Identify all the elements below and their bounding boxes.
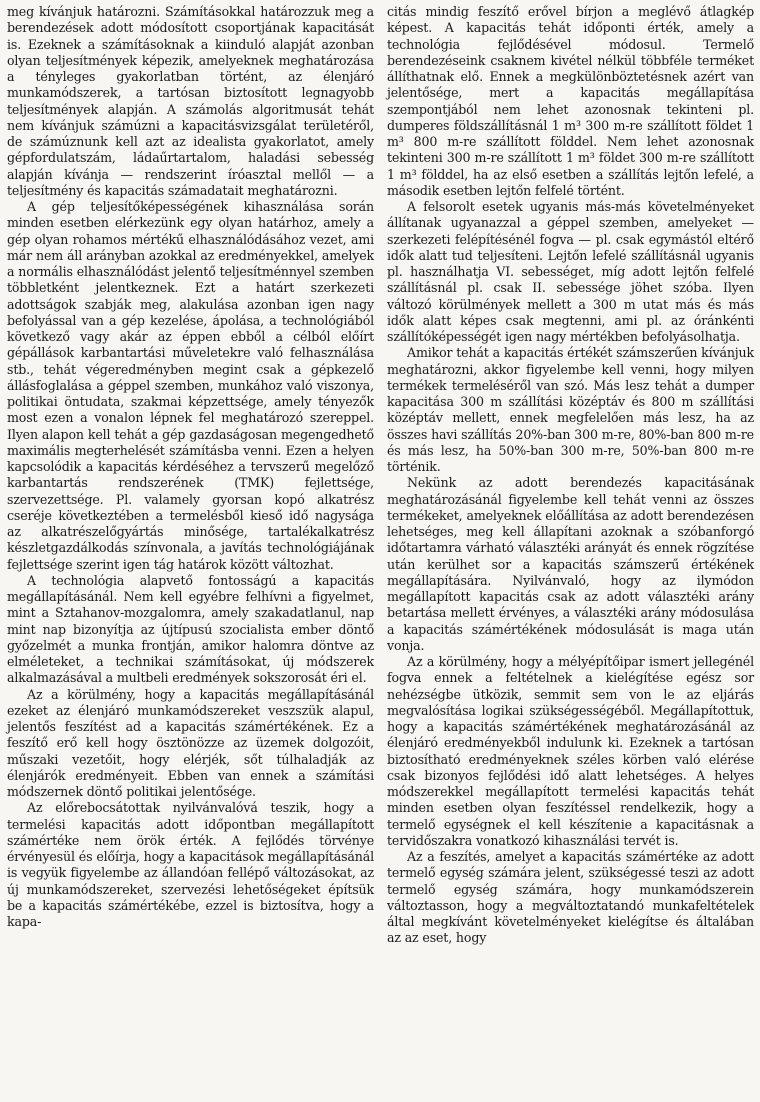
- paragraph: Az a körülmény, hogy a mélyépítőipar ismert jellegénél fogva ennek a feltételnek a kielégítése egész sor nehézségbe ütközik, semmit sem von le az eljárás megvalósítása logikai szükségességéből. Megállapítottuk, hogy a kapacitás számértékének meghatározásánál az élenjáró eredményekből indulunk ki. Ezeknek a tartósan biztosítható eredményeknek széles körben való elérése csak bizonyos fejlődési idő alatt lehetséges. A helyes módszerekkel megállapított termelési kapacitás tehát minden esetben olyan feszítéssel rendelkezik, hogy a termelő egységnek el kell készítenie a kapacitásnak a tervidőszakra vonatkozó kihasználási tervét is.: [387, 654, 754, 848]
- left-column: [7, 4, 374, 1102]
- paragraph: A felsorolt esetek ugyanis más-más követelményeket állítanak ugyanazzal a géppel szemben, amelyeket — szerkezeti felépítésénél fogva — pl. csak egymástól eltérő idők alatt tud teljesíteni. Lejtőn lefelé szállításnál ugyanis pl. használhatja VI. sebességet, míg adott lejtőn felfelé szállításnál pl. csak II. sebessége jöhet szóba. Ilyen változó körülmények mellett a 300 m utat más és más idők alatt képes csak megtenni, ami pl. az óránkénti szállítóképességét igen nagy mértékben befolyásolhatja.: [387, 199, 754, 344]
- paragraph: Amikor tehát a kapacitás értékét számszerűen kívánjuk meghatározni, akkor figyelembe kell venni, hogy milyen termékek termeléséről van szó. Más lesz tehát a dumper kapacitása 300 m szállítási középtáv és 800 m szállítási középtáv mellett, ennek megfelelően más lesz, ha az összes havi szállítás 20%-ban 300 m-re, 80%-ban 800 m-re és más lesz, ha 50%-ban 300 m-re, 50%-ban 800 m-re történik.: [387, 345, 754, 474]
- paragraph: A gép teljesítőképességének kihasználása során minden esetben elérkezünk egy olyan határhoz, amely a gép olyan rohamos mértékű elhasználódásához vezet, ami már nem áll arányban azokkal az eredményekkel, amelyek a normális elhasználódást jelentő teljesítménnyel szemben többletként jelentkeznek. Ezt a határt szerkezeti adottságok szabják meg, alakulása azonban igen nagy befolyással van a gép kezelése, ápolása, a technológiából következő vagy akár az éppen ebből a célból előírt gépállások karbantartási műveletekre való felhasználása stb., tehát végeredményben megint csak a gépkezelő állásfoglalása a géppel szemben, munkához való viszonya, politikai öntudata, szakmai képzettsége, amely tényezők most ezen a vonalon lépnek fel meghatározó szereppel. Ilyen alapon kell tehát a gép gazdaságosan megengedhető maximális megterhelését számításba venni. Ezen a helyen kapcsolódik a kapacitás kérdéséhez a tervszerű megelőző karbantartás rendszerének (TMK) fejlettsége, szervezettsége. Pl. valamely gyorsan kopó alkatrész cseréje következtében a termelésből kieső idő nagysága az alkatrészelőgyártás minősége, tartalékalkatrész készletgazdálkodás színvonala, a javítás technológiájának fejlettsége szerint igen tág határok között változhat.: [7, 199, 374, 572]
- paragraph: Nekünk az adott berendezés kapacitásának meghatározásánál figyelembe kell tehát venni az összes termékeket, amelyeknek előállítása az adott berendezésen lehetséges, meg kell állapítani azoknak a szóbanforgó időtartamra várható választéki arányát és ennek rögzítése után kerülhet sor a kapacitás számszerű értékének megállapítására. Nyilvánvaló, hogy az ilymódon megállapított kapacitás csak az adott választéki arány betartása mellett érvényes, a választéki arány módosulása a kapacitás számértékének módosulását is maga után vonja.: [387, 475, 754, 653]
- right-column: [387, 4, 754, 1102]
- paragraph: Az előrebocsátottak nyilvánvalóvá teszik, hogy a termelési kapacitás adott időpontban megállapított számértéke nem örök érték. A fejlődés törvénye érvényesül és előírja, hogy a kapacitások megállapításánál is vegyük figyelembe az állandóan fellépő változásokat, az új munkamódszereket, szervezési lehetőségeket építsük be a kapacitás számértékébe, ezzel is biztosítva, hogy a kapa-: [7, 800, 374, 929]
- paragraph: Az a feszítés, amelyet a kapacitás számértéke az adott termelő egység számára jelent, szükségessé teszi az adott termelő egység számára, hogy munkamódszerein változtasson, hogy a megváltoztatandó munkafeltételek által megkívánt követelményeket kielégítse és általában az az eset, hogy: [387, 849, 754, 946]
- paragraph: meg kívánjuk határozni. Számításokkal határozzuk meg a berendezések adott módosított csoportjának kapacitását is. Ezeknek a számításoknak a kiinduló alapját azonban olyan teljesítmények képezik, amelyeknek meghatározása a tényleges gyakorlatban történt, az élenjáró munkamódszerek, a tartósan biztosított legnagyobb teljesítmények alapján. A számolás algoritmusát tehát nem kívánjuk számúzni a kapacitásvizsgálat területéről, de számúznunk kell azt az idealista gyakorlatot, amely gépfordulatszám, ládaűrtartalom, haladási sebesség alapján kívánja — rendszerint íróasztal mellől — a teljesítmény és kapacitás számadatait meghatározni.: [7, 4, 374, 198]
- paragraph: A technológia alapvető fontosságú a kapacitás megállapításánál. Nem kell egyébre felhívni a figyelmet, mint a Sztahanov-mozgalomra, amely szakadatlanul, nap mint nap bizonyítja az újtípusú szocialista ember döntő győzelmét a munka frontján, amikor halomra döntve az elméleteket, a technikai számításokat, új módszerek alkalmazásával a multbeli eredmények sokszorosát éri el.: [7, 572, 374, 686]
- paragraph: Az a körülmény, hogy a kapacitás megállapításánál ezeket az élenjáró munkamódszereket veszszük alapul, jelentős feszítést ad a kapacitás számértékének. Ez a feszítő erő kell hogy ösztönözze az üzemek dolgozóit, műszaki vezetőit, hogy elérjék, sőt túlhaladják az élenjárók eredményeit. Ebben van ennek a számítási módszernek döntő politikai jelentősége.: [7, 686, 374, 799]
- paragraph: citás mindig feszítő erővel bírjon a meglévő átlagkép képest. A kapacitás tehát időponti érték, amely a technológia fejlődésével módosul. Termelő berendezéseink csaknem kivétel nélkül többféle terméket állíthatnak elő. Ennek a megkülönböztetésnek azért van jelentősége, mert a kapacitás megállapítása szempontjából nem lehet azonosnak tekinteni pl. dumperes földszállításnál 1 m³ 300 m-re szállított földet 1 m³ 800 m-re szállított földdel. Nem lehet azonosnak tekinteni 300 m-re szállított 1 m³ földet 300 m-re szállított 1 m³ földdel, ha az első esetben a szállítás lejtőn lefelé, a második esetben lejtőn felfelé történt.: [387, 4, 754, 198]
